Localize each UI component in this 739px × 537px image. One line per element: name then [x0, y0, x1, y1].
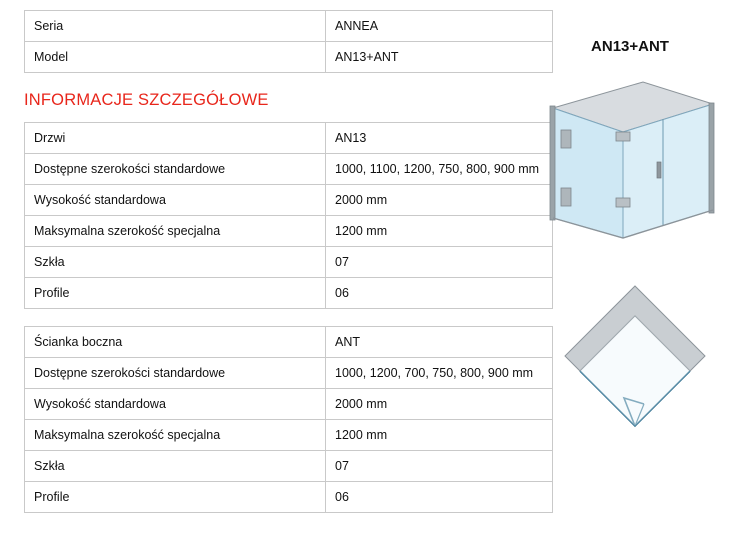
side-glass-value: 07	[326, 451, 553, 482]
door-value: AN13	[326, 123, 553, 154]
door-profile-label: Profile	[25, 278, 326, 309]
door-height-label: Wysokość standardowa	[25, 185, 326, 216]
table-row	[25, 42, 553, 73]
left-column	[24, 10, 540, 513]
header-spec-table	[24, 10, 553, 73]
right-column	[530, 10, 730, 55]
table-row	[25, 123, 553, 154]
door-widths-value: 1000, 1100, 1200, 750, 800, 900 mm	[326, 154, 553, 185]
door-widths-label: Dostępne szerokości standardowe	[25, 154, 326, 185]
side-glass-label: Szkła	[25, 451, 326, 482]
table-row	[25, 420, 553, 451]
door-spec-table	[24, 122, 553, 309]
side-panel-spec-table	[24, 326, 553, 513]
table-row	[25, 358, 553, 389]
door-glass-value: 07	[326, 247, 553, 278]
table-row	[25, 185, 553, 216]
section-title: INFORMACJE SZCZEGÓŁOWE	[24, 91, 269, 109]
table-row	[25, 482, 553, 513]
table-row	[25, 216, 553, 247]
series-label: Seria	[25, 11, 326, 42]
door-maxwidth-value: 1200 mm	[326, 216, 553, 247]
table-row	[25, 278, 553, 309]
table-row	[25, 451, 553, 482]
table-row	[25, 247, 553, 278]
side-height-label: Wysokość standardowa	[25, 389, 326, 420]
door-label: Drzwi	[25, 123, 326, 154]
side-label: Ścianka boczna	[25, 327, 326, 358]
side-maxwidth-label: Maksymalna szerokość specjalna	[25, 420, 326, 451]
door-glass-label: Szkła	[25, 247, 326, 278]
table-row	[25, 154, 553, 185]
model-label: Model	[25, 42, 326, 73]
side-widths-label: Dostępne szerokości standardowe	[25, 358, 326, 389]
door-height-value: 2000 mm	[326, 185, 553, 216]
table-row	[25, 11, 553, 42]
shower-enclosure-plan-icon	[540, 278, 730, 438]
side-widths-value: 1000, 1200, 700, 750, 800, 900 mm	[326, 358, 553, 389]
table-row	[25, 327, 553, 358]
table-row	[25, 389, 553, 420]
model-value: AN13+ANT	[326, 42, 553, 73]
door-profile-value: 06	[326, 278, 553, 309]
door-maxwidth-label: Maksymalna szerokość specjalna	[25, 216, 326, 247]
side-profile-value: 06	[326, 482, 553, 513]
table-spacer	[24, 309, 516, 326]
series-value: ANNEA	[326, 11, 553, 42]
side-maxwidth-value: 1200 mm	[326, 420, 553, 451]
side-height-value: 2000 mm	[326, 389, 553, 420]
side-value: ANT	[326, 327, 553, 358]
shower-enclosure-perspective-icon	[523, 70, 733, 270]
side-profile-label: Profile	[25, 482, 326, 513]
figure-model-label: AN13+ANT	[591, 38, 669, 55]
